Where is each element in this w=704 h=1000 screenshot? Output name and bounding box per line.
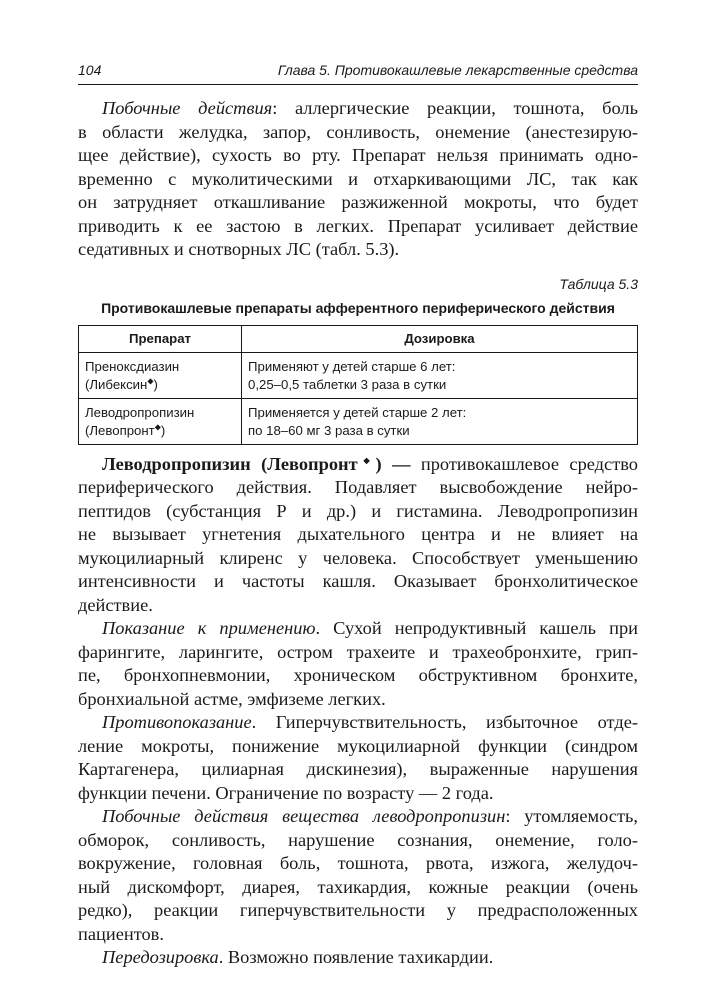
column-header-dosage: Дозировка: [242, 325, 638, 352]
text-line: бронхиальной астме, эмфиземе легких.: [78, 688, 386, 709]
paragraph-side-effects: [78, 97, 638, 262]
text-line: ление мокроты, понижение мукоцилиарной функции (синдром: [78, 735, 638, 756]
dosage-cell: Применяют у детей старше 6 лет: 0,25–0,5 таблетки 3 раза в сутки: [242, 352, 638, 398]
text-line: функции печени. Ограничение по возрасту — 2 года.: [78, 782, 494, 803]
table-caption: Таблица 5.3: [559, 275, 638, 292]
text-line: мукоцилиарный клиренс у человека. Способствует уменьшению: [78, 547, 638, 568]
drug-cell: Леводропропизин (Левопронт◆): [79, 398, 242, 444]
running-header: [78, 62, 638, 84]
text-line: Противопоказание. Гиперчувствительность, избыточное отде-: [102, 712, 638, 732]
trademark-mark: ◆: [147, 376, 154, 386]
text-line: Леводропропизин (Левопронт◆) — противокашлевое средство: [102, 453, 638, 474]
text-line: Картагенера, цилиарная дискинезия), выраженные нарушения: [78, 759, 638, 779]
paragraph-label: Противопоказание: [102, 712, 252, 732]
text-line: щее действие), сухость во рту. Препарат нельзя принимать одно-: [78, 145, 638, 165]
text-line: обморок, сонливость, нарушение сознания, онемение, голо-: [78, 829, 638, 850]
table-row: [79, 352, 638, 398]
paragraph-label: Побочные действия вещества леводропропизин: [102, 806, 506, 826]
drug-table: [78, 325, 638, 445]
page-body: [78, 97, 638, 970]
text-line: седативных и снотворных ЛС (табл. 5.3).: [78, 239, 400, 259]
text-line: приводить к ее застою в легких. Препарат усиливает действие: [78, 215, 638, 236]
header-rule: [78, 84, 638, 85]
text-line: пептидов (субстанция Р и др.) и гистамина. Леводропропизин: [78, 500, 638, 521]
paragraph-label: Показание к применению: [102, 618, 316, 638]
paragraph-substance-side-effects: [78, 805, 638, 946]
text-line: действие.: [78, 594, 153, 615]
text-line: Побочные действия: аллергические реакции, тошнота, боль: [102, 98, 638, 118]
table-row: [79, 398, 638, 444]
paragraph-contraindications: [78, 711, 638, 805]
paragraph-indications: [78, 617, 638, 711]
running-title: Глава 5. Противокашлевые лекарственные средства: [277, 62, 638, 78]
text-line: ный дискомфорт, диарея, тахикардия, кожные реакции (очень: [78, 876, 638, 897]
paragraph-label: Передозировка: [102, 947, 219, 967]
dosage-cell: Применяется у детей старше 2 лет: по 18–60 мг 3 раза в сутки: [242, 398, 638, 444]
drug-heading: Леводропропизин (Левопронт◆) —: [102, 453, 411, 474]
text-line: не вызывает угнетения дыхательного центра и не влияет на: [78, 524, 638, 544]
text-line: пе, бронхопневмонии, хроническом обструктивном бронхите,: [78, 665, 638, 685]
text-line: Побочные действия вещества леводропропизин: утомляемость,: [102, 806, 638, 826]
text-line: в области желудка, запор, сонливость, онемение (анестезирую-: [78, 121, 638, 142]
text-line: он затрудняет откашливание разжиженной мокроты, что будет: [78, 192, 638, 212]
paragraph-overdose: [78, 946, 638, 970]
text-line: интенсивности и частоты кашля. Оказывает бронхолитическое: [78, 571, 638, 591]
text-line: временно с муколитическими и отхаркивающими ЛС, так как: [78, 168, 638, 189]
column-header-drug: Препарат: [79, 325, 242, 352]
paragraph-levodropropizine: [78, 453, 638, 618]
text-line: Показание к применению. Сухой непродуктивный кашель при: [102, 618, 638, 638]
text-line: пациентов.: [78, 923, 164, 944]
text-line: вокружение, головная боль, тошнота, рвота, изжога, желудоч-: [78, 853, 638, 873]
trademark-mark: ◆: [154, 422, 161, 432]
trademark-mark: ◆: [357, 455, 376, 465]
text-line: периферического действия. Подавляет высвобождение нейро-: [78, 477, 638, 497]
text-line: фарингите, ларингите, остром трахеите и трахеобронхите, грип-: [78, 641, 638, 662]
table-title: Противокашлевые препараты афферентного периферического действия: [101, 299, 615, 316]
text-line: Передозировка. Возможно появление тахикардии.: [102, 947, 494, 967]
paragraph-label: Побочные действия: [102, 98, 273, 118]
table-header-row: [79, 325, 638, 352]
page-number: 104: [78, 62, 102, 78]
drug-cell: Пренoксдиазин (Либексин◆): [79, 352, 242, 398]
text-line: редко), реакции гиперчувствительности у предрасположенных: [78, 900, 638, 920]
